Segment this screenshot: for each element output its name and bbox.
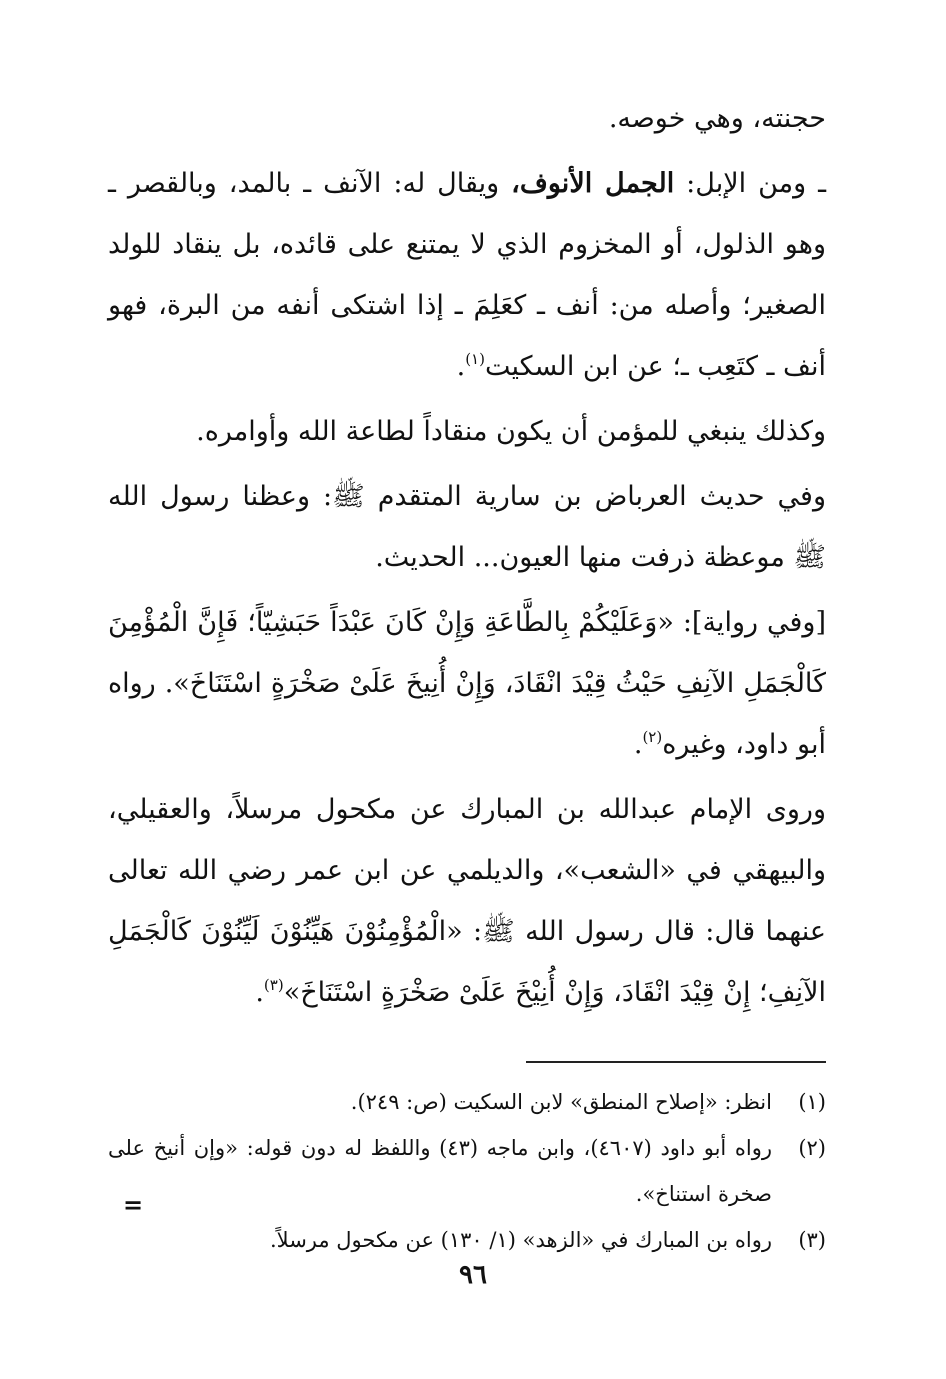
footnote-1 (108, 1079, 826, 1125)
paragraph-3-text: وفي حديث العرباض بن سارية المتقدم ﷺ: وعظنا رسول الله ﷺ موعظة ذرفت منها العيون... الحديث. (108, 481, 826, 573)
paragraph-4-end: . (633, 729, 643, 760)
paragraph-2 (108, 401, 826, 462)
footnote-ref-3[interactable]: (٣) (263, 976, 284, 994)
footnote-1-number: (١) (798, 1090, 826, 1114)
paragraph-2-text: وكذلك ينبغي للمؤمن أن يكون منقاداً لطاعة الله وأوامره. (196, 416, 826, 447)
paragraph-4 (108, 592, 826, 775)
footnote-ref-1[interactable]: (١) (465, 350, 485, 368)
paragraph-0 (108, 88, 826, 149)
main-text (108, 88, 826, 1023)
footnote-1-text: انظر: «إصلاح المنطق» لابن السكيت (ص: ٢٤٩). (350, 1090, 772, 1114)
paragraph-5-text: وروى الإمام عبدالله بن المبارك عن مكحول مرسلاً، والعقيلي، والبيهقي في «الشعب»، والديلمي عن ابن عمر رضي الله تعالى عنهما قال: قال رسول الله ﷺ: «الْمُؤْمِنُوْنَ هَيِّنُوْنَ لَيِّنُوْنَ كَالْجَمَلِ الآنِفِ؛ إِنْ قِيْدَ انْقَادَ، وَإِنْ أُنِيْخَ عَلَىْ صَخْرَةٍ اسْتَنَاخَ» (108, 794, 826, 1008)
footnote-3-text: رواه بن المبارك في «الزهد» (١/ ١٣٠) عن مكحول مرسلاً. (269, 1228, 772, 1252)
paragraph-4-text: [وفي رواية]: «وَعَلَيْكُمْ بِالطَّاعَةِ وَإِنْ كَانَ عَبْدَاً حَبَشِيّاً؛ فَإِنَّ الْمُؤْمِنَ كَالْجَمَلِ الآنِفِ حَيْثُ قِيْدَ انْقَادَ، وَإِنْ أُنِيخَ عَلَىْ صَخْرَةٍ اسْتَنَاخَ». رواه أبو داود، وغيره (108, 607, 826, 760)
paragraph-1-bold-term: الجمل الأنوف، (511, 168, 675, 199)
paragraph-0-text: حجنته، وهي خوصه. (608, 103, 826, 134)
paragraph-1 (108, 153, 826, 397)
footnote-separator (526, 1061, 826, 1063)
continuation-mark: = (123, 1190, 144, 1219)
paragraph-1-end: . (456, 351, 466, 382)
paragraph-1-lead: ـ ومن الإبل: (674, 168, 827, 199)
footnote-2-text: رواه أبو داود (٤٦٠٧)، وابن ماجه (٤٣) واللفظ له دون قوله: «وإن أنيخ على صخرة استناخ». (108, 1136, 772, 1206)
footnote-3 (108, 1217, 826, 1263)
page-number: ٩٦ (459, 1260, 487, 1290)
footnotes (108, 1079, 826, 1263)
paragraph-1-text: ويقال له: الآنف ـ بالمد، وبالقصر ـ وهو الذلول، أو المخزوم الذي لا يمتنع على قائده، بل ينقاد للولد الصغير؛ وأصله من: أنف ـ كعَلِمَ ـ إذا اشتكى أنفه من البرة، فهو أنف ـ كتَعِب ـ؛ عن ابن السكيت (108, 168, 826, 382)
footnote-3-number: (٣) (798, 1228, 826, 1252)
paragraph-5 (108, 779, 826, 1023)
footnote-ref-2[interactable]: (٢) (642, 728, 663, 746)
paragraph-5-end: . (255, 977, 264, 1008)
paragraph-3 (108, 466, 826, 588)
footnote-2 (108, 1125, 826, 1217)
footnote-2-number: (٢) (798, 1136, 826, 1160)
